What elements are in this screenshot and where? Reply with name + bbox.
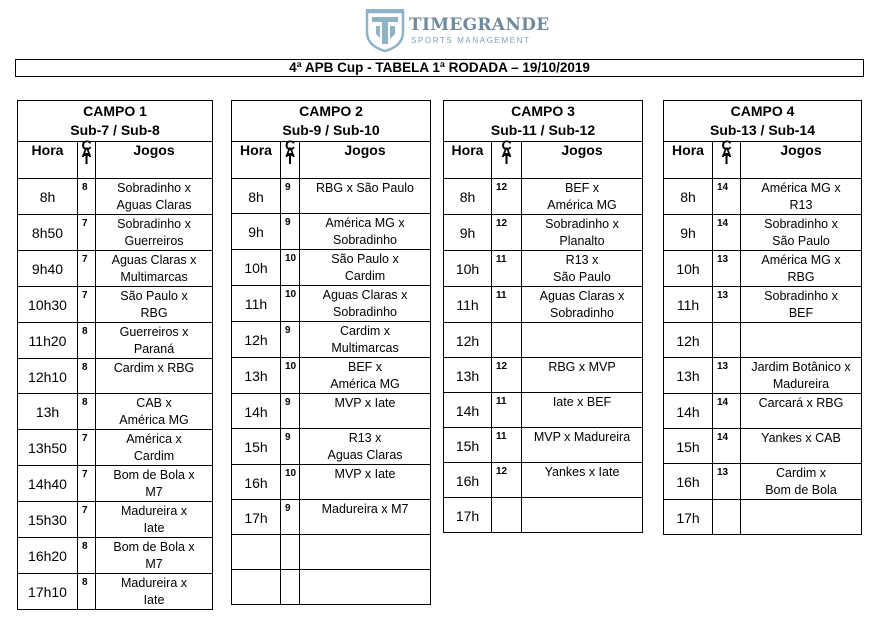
jogo-cell: Sobradinho x BEF <box>741 287 862 323</box>
cat-cell: 7 <box>78 251 96 287</box>
hora-cell: 9h <box>444 215 492 251</box>
cat-cell: 11 <box>492 393 522 428</box>
jogo-cell <box>522 323 643 358</box>
hora-cell: 15h <box>444 428 492 463</box>
hora-cell: 13h50 <box>18 430 78 466</box>
cat-cell: 10 <box>281 465 300 500</box>
jogo-cell: Jardim Botânico x Madureira <box>741 358 862 394</box>
cat-cell <box>492 498 522 533</box>
jogo-cell: Bom de Bola x M7 <box>96 466 213 502</box>
jogo-cell: Madureira x Iate <box>96 574 213 610</box>
table-row <box>664 215 862 251</box>
table-row <box>664 464 862 500</box>
table-row <box>232 286 431 322</box>
jogo-cell: São Paulo x RBG <box>96 287 213 323</box>
cat-cell: 7 <box>78 430 96 466</box>
cat-cell: 7 <box>78 466 96 502</box>
hora-cell: 11h <box>232 286 281 322</box>
hora-cell: 11h <box>444 287 492 323</box>
campo-header <box>444 101 643 142</box>
column-headers <box>232 142 431 179</box>
campo-name: CAMPO 4 <box>730 103 795 119</box>
table-row <box>232 250 431 286</box>
hora-cell: 17h <box>232 500 281 535</box>
jogo-cell: Aguas Claras x Multimarcas <box>96 251 213 287</box>
cat-cell: 13 <box>713 287 741 323</box>
jogos-header: Jogos <box>741 142 862 179</box>
cat-cell <box>281 570 300 605</box>
jogo-cell: Iate x BEF <box>522 393 643 428</box>
hora-cell: 12h <box>444 323 492 358</box>
jogo-cell: R13 x Aguas Claras <box>300 429 431 465</box>
jogo-cell: América MG x R13 <box>741 179 862 215</box>
jogo-cell: Aguas Claras x Sobradinho <box>300 286 431 322</box>
table-row <box>232 179 431 214</box>
jogo-cell <box>741 500 862 535</box>
jogo-cell: MVP x Iate <box>300 394 431 429</box>
column-headers <box>444 142 643 179</box>
cat-cell: 7 <box>78 287 96 323</box>
cat-cell: 11 <box>492 251 522 287</box>
hora-cell: 17h <box>444 498 492 533</box>
cat-cell <box>281 535 300 570</box>
campo-header <box>232 101 431 142</box>
hora-cell: 8h50 <box>18 215 78 251</box>
campo-categories: Sub-11 / Sub-12 <box>490 122 596 138</box>
table-row <box>18 538 213 574</box>
hora-cell: 8h <box>232 179 281 214</box>
hora-cell: 10h <box>664 251 713 287</box>
table-row <box>232 500 431 535</box>
cat-cell: 12 <box>492 358 522 393</box>
cat-cell: 13 <box>713 464 741 500</box>
table-row <box>232 465 431 500</box>
table-row <box>444 463 643 498</box>
table-row <box>444 323 643 358</box>
jogo-cell: MVP x Madureira <box>522 428 643 463</box>
campo-4-table <box>663 100 862 535</box>
campo-header <box>664 101 862 142</box>
table-row <box>232 358 431 394</box>
logo-subtitle: SPORTS MANAGEMENT <box>411 36 531 45</box>
cat-cell <box>713 500 741 535</box>
hora-cell: 17h <box>664 500 713 535</box>
table-row <box>444 215 643 251</box>
cat-header: C A T <box>713 142 741 179</box>
table-row <box>664 500 862 535</box>
cat-cell: 9 <box>281 500 300 535</box>
hora-cell <box>232 535 281 570</box>
cat-cell: 13 <box>713 251 741 287</box>
jogo-cell: Cardim x Bom de Bola <box>741 464 862 500</box>
campo-categories: Sub-9 / Sub-10 <box>282 122 380 138</box>
jogo-cell: Sobradinho x Guerreiros <box>96 215 213 251</box>
cat-cell: 9 <box>281 429 300 465</box>
jogo-cell: RBG x São Paulo <box>300 179 431 214</box>
hora-cell: 9h40 <box>18 251 78 287</box>
hora-cell: 12h10 <box>18 359 78 394</box>
campo-name: CAMPO 2 <box>299 103 363 119</box>
table-row <box>664 287 862 323</box>
hora-cell: 11h <box>664 287 713 323</box>
hora-cell: 10h30 <box>18 287 78 323</box>
hora-cell: 10h <box>444 251 492 287</box>
jogo-cell <box>741 323 862 358</box>
cat-cell: 14 <box>713 179 741 215</box>
cat-header: C A T <box>492 142 522 179</box>
jogo-cell: Cardim x RBG <box>96 359 213 394</box>
hora-cell: 14h <box>232 394 281 429</box>
jogo-cell: Sobradinho x Planalto <box>522 215 643 251</box>
cat-cell: 8 <box>78 359 96 394</box>
cat-cell: 14 <box>713 394 741 429</box>
jogo-cell: Guerreiros x Paraná <box>96 323 213 359</box>
cat-cell: 12 <box>492 463 522 498</box>
hora-cell: 13h <box>444 358 492 393</box>
hora-cell: 17h10 <box>18 574 78 610</box>
hora-cell: 13h <box>18 394 78 430</box>
cat-cell: 9 <box>281 214 300 250</box>
table-row <box>664 358 862 394</box>
table-row <box>232 322 431 358</box>
jogos-header: Jogos <box>300 142 431 179</box>
jogo-cell: Aguas Claras x Sobradinho <box>522 287 643 323</box>
jogo-cell <box>300 535 431 570</box>
hora-cell: 14h40 <box>18 466 78 502</box>
cat-cell: 8 <box>78 394 96 430</box>
hora-cell: 12h <box>232 322 281 358</box>
jogo-cell: Carcará x RBG <box>741 394 862 429</box>
jogo-cell: América MG x RBG <box>741 251 862 287</box>
jogo-cell: Sobradinho x Aguas Claras <box>96 179 213 215</box>
cat-cell: 11 <box>492 287 522 323</box>
jogo-cell: CAB x América MG <box>96 394 213 430</box>
jogo-cell: MVP x Iate <box>300 465 431 500</box>
column-headers <box>664 142 862 179</box>
table-row <box>18 323 213 359</box>
cat-cell: 10 <box>281 250 300 286</box>
table-row <box>444 498 643 533</box>
table-row <box>444 393 643 428</box>
cat-cell: 14 <box>713 215 741 251</box>
jogo-cell: São Paulo x Cardim <box>300 250 431 286</box>
timegrande-logo <box>364 6 550 54</box>
table-row <box>18 502 213 538</box>
table-row <box>18 574 213 610</box>
table-row <box>664 251 862 287</box>
campo-2-table <box>231 100 431 605</box>
hora-cell: 13h <box>664 358 713 394</box>
cat-cell: 8 <box>78 323 96 359</box>
hora-cell: 13h <box>232 358 281 394</box>
table-row <box>444 287 643 323</box>
table-row <box>444 251 643 287</box>
hora-header: Hora <box>444 142 492 179</box>
cat-cell: 9 <box>281 322 300 358</box>
hora-header: Hora <box>18 142 78 179</box>
cat-cell: 7 <box>78 502 96 538</box>
table-row <box>18 359 213 394</box>
hora-cell: 16h <box>232 465 281 500</box>
table-row <box>232 214 431 250</box>
jogo-cell: R13 x São Paulo <box>522 251 643 287</box>
logo-title: TIMEGRANDE <box>409 15 550 35</box>
jogo-cell: Cardim x Multimarcas <box>300 322 431 358</box>
cat-cell: 10 <box>281 358 300 394</box>
cat-cell: 12 <box>492 215 522 251</box>
campo-name: CAMPO 1 <box>83 103 147 119</box>
table-row <box>18 430 213 466</box>
table-row <box>232 570 431 605</box>
campo-3-table <box>443 100 643 533</box>
jogo-cell: América x Cardim <box>96 430 213 466</box>
hora-cell: 8h <box>664 179 713 215</box>
shield-logo-icon <box>364 6 406 52</box>
jogo-cell: BEF x América MG <box>300 358 431 394</box>
cat-cell: 9 <box>281 394 300 429</box>
hora-cell: 16h20 <box>18 538 78 574</box>
table-row <box>232 394 431 429</box>
jogo-cell: Sobradinho x São Paulo <box>741 215 862 251</box>
jogo-cell: América MG x Sobradinho <box>300 214 431 250</box>
hora-cell: 14h <box>444 393 492 428</box>
hora-cell: 10h <box>232 250 281 286</box>
table-row <box>664 394 862 429</box>
jogo-cell: Yankes x Iate <box>522 463 643 498</box>
cat-cell: 10 <box>281 286 300 322</box>
hora-cell: 14h <box>664 394 713 429</box>
hora-cell: 9h <box>232 214 281 250</box>
jogo-cell: BEF x América MG <box>522 179 643 215</box>
campo-header <box>18 101 213 142</box>
document-title: 4ª APB Cup - TABELA 1ª RODADA – 19/10/2019 <box>15 59 864 77</box>
hora-cell: 9h <box>664 215 713 251</box>
campo-categories: Sub-7 / Sub-8 <box>70 122 160 138</box>
table-row <box>444 358 643 393</box>
hora-cell: 15h30 <box>18 502 78 538</box>
campo-categories: Sub-13 / Sub-14 <box>709 122 816 138</box>
jogo-cell: RBG x MVP <box>522 358 643 393</box>
cat-cell: 13 <box>713 358 741 394</box>
table-row <box>664 429 862 464</box>
cat-cell: 8 <box>78 538 96 574</box>
table-row <box>18 251 213 287</box>
hora-cell: 16h <box>444 463 492 498</box>
jogo-cell <box>522 498 643 533</box>
table-row <box>18 394 213 430</box>
table-row <box>444 428 643 463</box>
table-row <box>664 323 862 358</box>
table-row <box>232 535 431 570</box>
campo-name: CAMPO 3 <box>511 103 575 119</box>
hora-header: Hora <box>232 142 281 179</box>
table-row <box>444 179 643 215</box>
hora-cell: 8h <box>18 179 78 215</box>
table-row <box>18 179 213 215</box>
jogo-cell: Madureira x M7 <box>300 500 431 535</box>
table-row <box>18 466 213 502</box>
cat-cell: 14 <box>713 429 741 464</box>
column-headers <box>18 142 213 179</box>
jogos-header: Jogos <box>522 142 643 179</box>
campo-1-table <box>17 100 213 610</box>
hora-cell: 12h <box>664 323 713 358</box>
hora-cell: 15h <box>664 429 713 464</box>
jogo-cell: Bom de Bola x M7 <box>96 538 213 574</box>
cat-cell: 8 <box>78 179 96 215</box>
hora-cell: 16h <box>664 464 713 500</box>
jogo-cell: Yankes x CAB <box>741 429 862 464</box>
table-row <box>664 179 862 215</box>
hora-header: Hora <box>664 142 713 179</box>
cat-cell: 11 <box>492 428 522 463</box>
cat-cell: 9 <box>281 179 300 214</box>
hora-cell: 15h <box>232 429 281 465</box>
table-row <box>18 215 213 251</box>
cat-cell <box>713 323 741 358</box>
jogo-cell: Madureira x Iate <box>96 502 213 538</box>
hora-cell: 8h <box>444 179 492 215</box>
cat-header: C A T <box>281 142 300 179</box>
cat-cell: 8 <box>78 574 96 610</box>
cat-cell <box>492 323 522 358</box>
table-row <box>18 287 213 323</box>
cat-header: C A T <box>78 142 96 179</box>
hora-cell <box>232 570 281 605</box>
cat-cell: 12 <box>492 179 522 215</box>
cat-cell: 7 <box>78 215 96 251</box>
hora-cell: 11h20 <box>18 323 78 359</box>
table-row <box>232 429 431 465</box>
jogo-cell <box>300 570 431 605</box>
jogos-header: Jogos <box>96 142 213 179</box>
